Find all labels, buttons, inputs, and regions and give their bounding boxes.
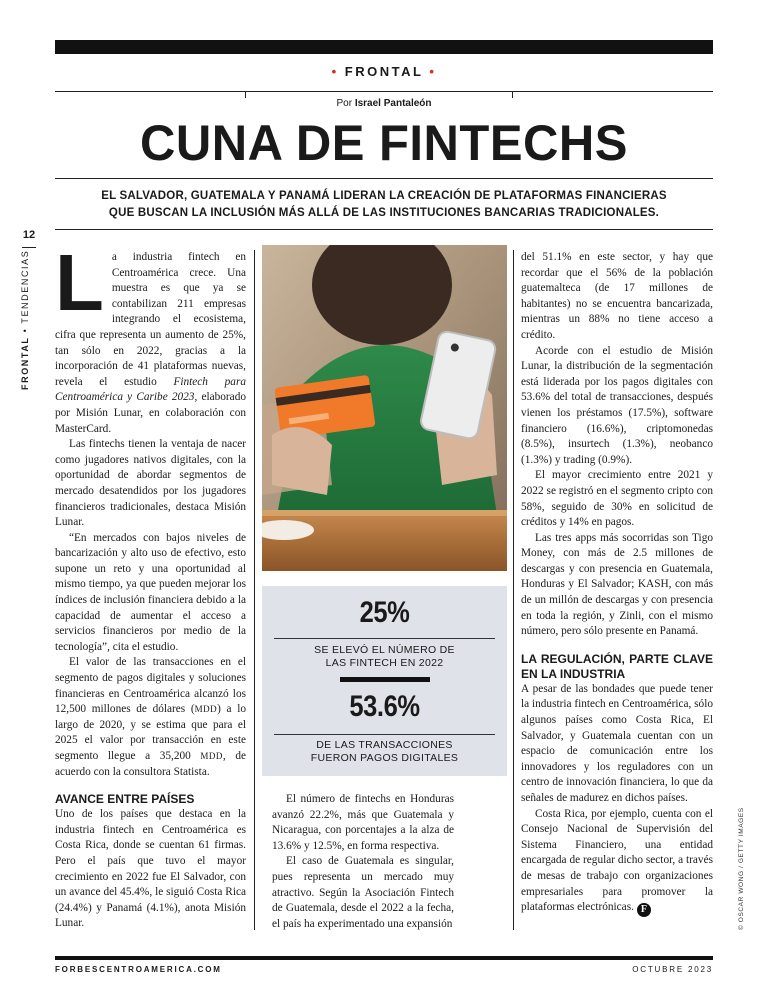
stat-caption: SE ELEVÓ EL NÚMERO DE LAS FINTECH EN 2022 — [314, 644, 455, 669]
rule-tick — [512, 91, 513, 98]
column-divider — [513, 250, 514, 930]
headline: CUNA DE FINTECHS — [140, 115, 628, 171]
article-column-1 — [55, 238, 246, 932]
article-column-2 — [272, 792, 454, 932]
stat-caption: DE LAS TRANSACCIONES FUERON PAGOS DIGITALES — [310, 739, 459, 764]
article-photo — [262, 245, 507, 571]
sidebar-rule — [22, 247, 36, 248]
sidebar-section: FRONTAL — [20, 336, 30, 390]
deck — [95, 188, 673, 222]
bullet-icon: • — [331, 64, 339, 79]
footer-website: FORBESCENTROAMERICA.COM — [55, 965, 222, 974]
section-name: FRONTAL — [344, 64, 424, 79]
paragraph: Acorde con el estudio de Misión Lunar, la distribución de la segmentación está liderada por los pagos digitales con 53.6% del total de transacciones, después vienen los préstamos (17.5%), software financiero (16.6%), criptomonedas (8.5%), insurtech (1.3%), neobanco (1.3%) y trading (0.9%). — [521, 344, 713, 466]
stats-box — [262, 586, 507, 776]
byline — [55, 98, 713, 109]
subheading: AVANCE ENTRE PAÍSES — [55, 792, 195, 807]
byline-prefix: Por — [336, 98, 353, 109]
headline-rule — [55, 178, 713, 179]
sidebar-section-label — [20, 250, 30, 390]
paragraph: del 51.1% en este sector, y hay que recordar que el 56% de la población guatemalteca (de 17 millones de habitantes) no se encuentra bancarizada, mientras un 88% no tiene acceso a crédito. — [521, 251, 713, 341]
deck-line: EL SALVADOR, GUATEMALA Y PANAMÁ LIDERAN LA CREACIÓN DE PLATAFORMAS FINANCIERAS — [101, 190, 667, 202]
author-name: Israel Pantaleón — [354, 98, 432, 109]
paragraph: El caso de Guatemala es singular, pues representa un mercado muy atractivo. Según la Asociación Fintech de Guatemala, desde el 2022 a la fecha, el país ha experimentado una expansión — [272, 855, 454, 930]
stat-value: 25% — [359, 596, 410, 629]
paragraph: El número de fintechs en Honduras avanzó 22.2%, más que Guatemala y Nicaragua, con porcentajes a la alza de 13.6% y 12.5%, en forma respectiva. — [272, 793, 454, 852]
deck-rule — [55, 229, 713, 230]
stat-divider — [274, 638, 495, 639]
paragraph: Las fintechs tienen la ventaja de nacer como jugadores nativos digitales, con la oportunidad de abordar segmentos de mercado desatendidos por los jugadores financieros tradicionales, destaca Misión Lunar. — [55, 438, 246, 529]
bullet-icon: • — [429, 64, 437, 79]
footer-issue-date: OCTUBRE 2023 — [632, 965, 713, 974]
rule-tick — [245, 91, 246, 98]
sidebar-separator: • — [20, 327, 30, 333]
paragraph: Las tres apps más socorridas son Tigo Money, con más de 2.5 millones de descargas y con presencia en Guatemala, Honduras y El Salvador; KASH, con más de un millón de descargas y con presencia en toda la región, y Zinli, con el mismo número, pero sólo presente en Panamá. — [521, 531, 713, 638]
section-tag — [55, 64, 713, 79]
stat-divider — [274, 734, 495, 735]
subheading: LA REGULACIÓN, PARTE CLAVE EN LA INDUSTRIA — [521, 651, 713, 681]
drop-cap: L — [55, 238, 104, 327]
top-bar — [55, 40, 713, 54]
stat-value: 53.6% — [349, 690, 420, 723]
photo-phone-card-illustration — [262, 245, 507, 571]
article-column-3 — [521, 250, 713, 917]
deck-line: QUE BUSCAN LA INCLUSIÓN MÁS ALLÁ DE LAS INSTITUCIONES BANCARIAS TRADICIONALES. — [108, 207, 660, 219]
column-divider — [254, 250, 255, 930]
paragraph: Uno de los países que destaca en la industria fintech en Centroamérica es Costa Rica, donde se cuentan 61 firmas. Pero el país que tuvo el mayor crecimiento en 2022 fue El Salvador, con un avance del 45.4%, le siguió Costa Rica (24.4%) y Panamá (4.1%), anota Misión Lunar. — [55, 808, 246, 930]
forbes-end-mark-icon: F — [637, 903, 651, 917]
paragraph: El valor de las transacciones en el segmento de pagos digitales y soluciones financieras en Centroamérica alcanzó los 12,500 millones de dólares (MDD) a lo largo de 2020, y se estima que para el 2025 el valor por transacción en este segmento llegue a 35,200 MDD, de acuerdo con la consultora Statista. — [55, 656, 246, 778]
paragraph: A pesar de las bondades que puede tener la industria fintech en Centroamérica, sólo algunos países como Costa Rica, El Salvador, y Guatemala cuentan con un espacio de comunicación entre los innovadores y los reguladores con un centro de innovación financiera, lo que da señales de madurez en dichos países. — [521, 682, 713, 804]
study-title: Fintech para Centroamérica y Caribe 2023 — [55, 375, 246, 404]
footer-bar — [55, 956, 713, 960]
paragraph: Costa Rica, por ejemplo, cuenta con el Consejo Nacional de Supervisión del Sistema Financiero, una entidad encargada de regular dicho sector, a través de mesas de trabajo con organizaciones empresariales para promover la plataformas electrónicas. F — [521, 807, 713, 916]
sidebar-subsection: TENDENCIAS — [20, 249, 30, 324]
paragraph: “En mercados con bajos niveles de bancarización y alto uso de efectivo, esto supone un reto y una oportunidad al mismo tiempo, ya que pueden mejorar los índices de inclusión financiera debido a la capacidad de aumentar el acceso a servicios financieros por medio de la tecnología”, cita el estudio. — [55, 531, 246, 653]
header-rule — [55, 91, 713, 92]
stat-separator-bar — [340, 677, 430, 682]
page-number: 12 — [22, 229, 36, 241]
paragraph: El mayor crecimiento entre 2021 y 2022 se registró en el segmento cripto con 58%, seguido de 30% en solicitud de créditos y 14% en pagos. — [521, 469, 713, 529]
photo-credit: © OSCAR WONG / GETTY IMAGES — [738, 807, 745, 930]
paragraph: La industria fintech en Centroamérica crece. Una muestra es que ya se contabilizan 211 empresas integrando el ecosistema, cifra que representa un aumento de 25%, tan sólo en 2022, gracias a la incorporación de 41 plataformas nuevas, revela el estudio Fintech para Centroamérica y Caribe 2023, elaborado por Misión Lunar, en colaboración con MasterCard. — [55, 238, 246, 435]
